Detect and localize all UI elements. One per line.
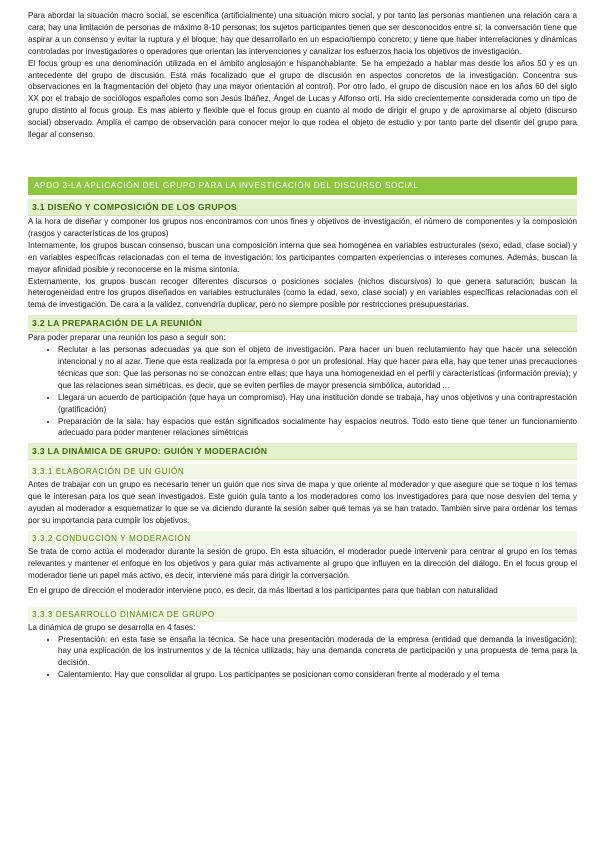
section-3-3-2-paragraph-1: Se trata de como actúa el moderador durante la sesión de grupo. En esta situación, el moderador puede intervenir para centrar al grupo en los temas relevantes y mantener el enfoque en los objetivos y para guiar más activamente al grupo que influyen en la dirección del diálogo. En el focus group el moderador tiene un papel más activo, es decir, interviene más para dirigir la conversación. — [28, 547, 577, 580]
section-3-1-paragraph-2: Internamente, los grupos buscan consenso, buscan una composición interna que sea homogénea en variables estructurales (sexo, edad, clase social) y en variables específicas relacionadas con el tema de investigación; los participantes comparten experiencias o intereses comunes. Además, buscan la mayor afinidad posible y reconocerse en la misma sintonía. — [28, 240, 577, 274]
section-3-1-paragraph-3: Externamente, los grupos buscan recoger diferentes discursos o posiciones sociales (nichos discursivos) lo que genera saturación; buscan la heterogeneidad entre los grupos diseñados en variables estructurales (como la edad, sexo, clase social) y en variables específicas relacionadas con el tema de investigación. De cara a la validez, convendría duplicar, pero no siempre posible por restricciones presupuestarias. — [28, 276, 577, 310]
section-3-2-intro: Para poder preparar una reunión los paso a seguir son: — [28, 333, 226, 343]
list-item: • Preparación de la sala: hay espacios que están significados socialmente hay espacios neutros. Todo esto tiene que tener un funcionamiento adecuado para poder mantener relaciones simétricas — [58, 416, 577, 440]
list-item: • Presentación: en esta fase se ensaña la técnica. Se hace una presentación moderada de la empresa (entidad que demanda la investigación); hay una explicación de los instrumentos y de la técnica utilizada; hay una demanda concreta de participación y una propuesta de tema para la decisión. — [58, 634, 577, 670]
section-3-2-list — [28, 344, 577, 439]
section-3-3-1-title: 3.3.1 ELABORACIÓN DE UN GUIÓN — [28, 464, 577, 479]
intro-paragraph-2: El focus group es una denominación utilizada en el ámbito anglosajón e hispanohablante. Se ha empezado a hablar mas desde los años 50 y es un antecedente del grupo de discusión. Está más focalizado que el grupo de discusión en aspectos concretos de la investigación. Concentra sus observaciones en la fragmentación del objeto (hay una mayor orientación al control). Por otro lado, el grupo de discusión nace en los años 60 del siglo XX por el trabajo de sociólogos españoles como son Jesús Ibáñez, Ángel de Lucas y Alfonso ortí. Ha sido crecientemente considerada como un tipo de grupo distinto al focus group. Es mas abierto y flexible que el focus group en cuanto al modo de dirigir el grupo y de aproximarse al objeto (discurso social) observado. Amplía el campo de observación para conocer mejor lo que rodea el objeto de estudio y por tanto parte del disentir del grupo para llegar al consenso. — [28, 58, 577, 140]
section-3-3-3-list — [28, 634, 577, 682]
section-3-3-2-title: 3.3.2 CONDUCCIÓN Y MODERACIÓN — [28, 531, 577, 546]
section-3-3-2-paragraph-2: En el grupo de dirección el moderador interviene poco, es decir, da más libertad a los participantes para que hablan con naturalidad — [28, 585, 498, 595]
intro-paragraph-1: Para abordar la situación macro social, se escenifica (artificialmente) una situación micro social, y por tanto las personas mantienen una relación cara a cara; hay una limitación de personas de máximo 8-10 personas; los sujetos participantes tienen que ser desconocidos entre sí; la conversación tiene que aspirar a un consenso y evitar la ruptura y el bloque; hay que desarrollarlo en un espacio/tiempo concreto; y tiene que haber interrelaciones y dinámicas controladas por investigadores o operadores que orientan las intervenciones y canalizar los esfuerzos hacia los objetivos de investigación. — [28, 11, 577, 56]
section-3-3-title: 3.3 LA DINÁMICA DE GRUPO: GUIÓN Y MODERACIÓN — [28, 443, 577, 460]
section-3-1-title: 3.1 DISEÑO Y COMPOSICIÓN DE LOS GRUPOS — [28, 199, 577, 216]
section-3-3-3-title: 3.3.3 DESARROLLO DINÁMICA DE GRUPO — [28, 607, 577, 622]
list-item: • Calentamiento: Hay que consolidar al grupo. Los participantes se posicionan como consideran frente al moderado y el tema — [58, 669, 577, 681]
list-item: • Reclutar a las personas adecuadas ya que son el objeto de investigación. Para hacer un buen reclutamiento hay que hacer una selección intencional y no al azar. Tiene que esta realizada por la empresa o por un profesional. Hay que hacer para ella, hay que tener unas precauciones técnicas que son: Que las personas no se conozcan entre ellas; que haya una homogeneidad en el perfil y características (información previa); y que las relaciones sean simétricas, es decir, que se eviten perfiles de mayor presencia simbólica, autoridad ... — [58, 344, 577, 392]
section-3-title: APDO 3-LA APLICACIÓN DEL GRUPO PARA LA INVESTIGACIÓN DEL DISCURSO SOCIAL — [28, 177, 577, 195]
section-3-3-1-paragraph: Antes de trabajar con un grupo es necesario tener un guión que nos sirva de mapa y que oriente al moderador y que asegure que se toque n los temas que le interesan para los que sean investigados. Este guión guía tanto a los moderadores como los investigadores para que nose desvíen del tema y ayudan al moderador a esquematizar lo que se va diciendo durante la sesión saber qué temas ya se han tratado. También sirve para ordenar los temas por su importancia para cumplir los objetivos. — [28, 480, 577, 526]
section-3-3-3-intro: La dinámica de grupo se desarrolla en 4 fases: — [28, 622, 196, 632]
section-3-2-title: 3.2 LA PREPARACIÓN DE LA REUNIÓN — [28, 315, 577, 332]
section-3-1-paragraph-1: A la hora de diseñar y componer los grupos nos encontramos con unos fines y objetivos de investigación, el número de componentes y la composición (rasgos y características de los grupos) — [28, 216, 577, 238]
list-item: • Llegara un acuerdo de participación (que haya un compromiso). Hay una institución donde se trabaja, hay unos objetivos y una contraprestación (gratificación) — [58, 392, 577, 416]
